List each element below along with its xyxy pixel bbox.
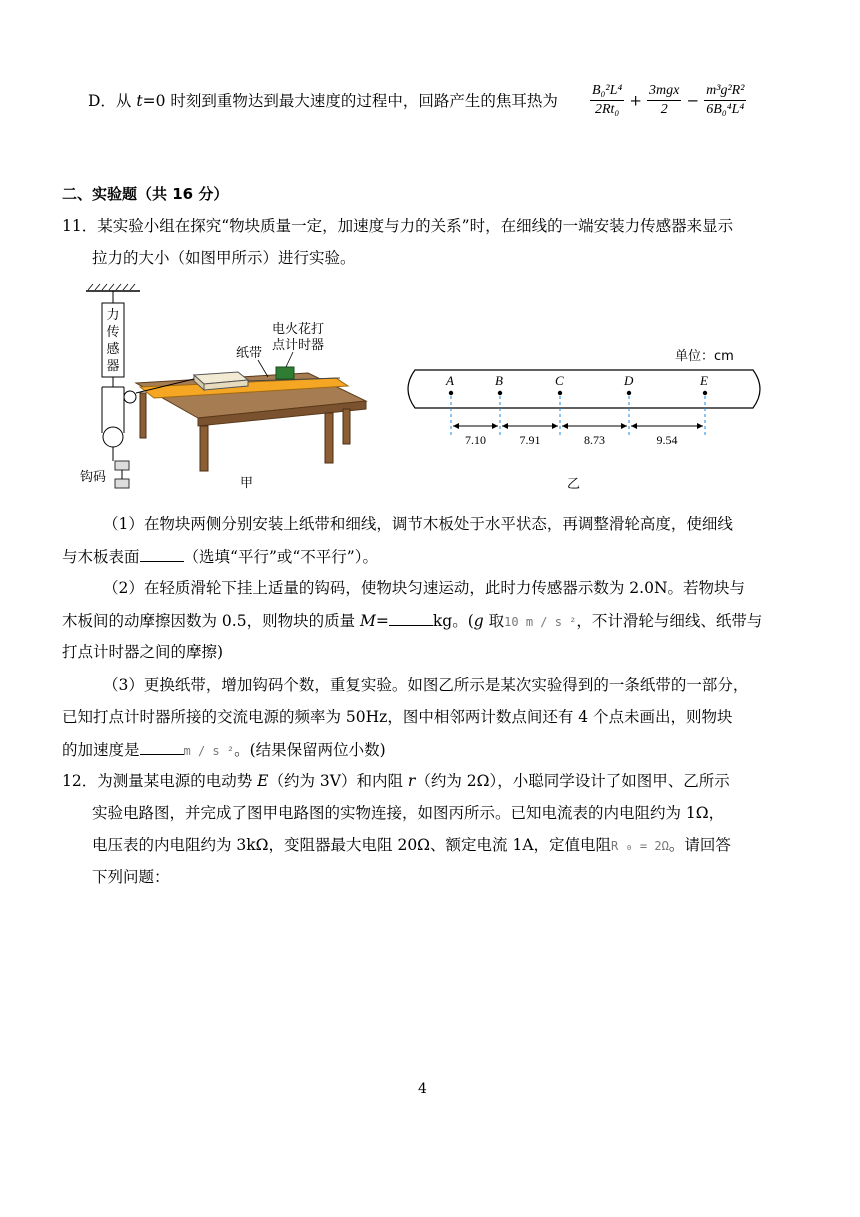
option-d [88,90,558,112]
q11-part2-line2: 木板间的动摩擦因数为 0.5，则物块的质量 M= kg。(g 取10 m / s ²，不计滑轮与细线、纸带与 [62,609,762,633]
q12-line3: 电压表的内电阻约为 3kΩ，变阻器最大电阻 20Ω、额定电流 1A，定值电阻R ₀ = 2Ω。请回答 [92,836,731,854]
answer-blank-3[interactable] [140,738,184,755]
figure-yi [405,340,775,495]
section-title: 二、实验题（共 16 分） [62,185,229,203]
spark-timer [276,367,294,379]
sensor-char-1: 力 [106,308,120,323]
point-dot-E [703,391,707,395]
q11-part2-line3: 打点计时器之间的摩擦) [62,643,224,661]
distance-label-3: 9.54 [656,433,678,447]
point-label-C: C [555,373,564,388]
answer-blank-2[interactable] [389,609,433,626]
q11-part3-line3: 的加速度是 m / s ²。(结果保留两位小数) [62,738,386,762]
sensor-char-4: 器 [106,359,120,374]
paper-label: 纸带 [236,346,263,361]
option-d-text: =0 时刻到重物达到最大速度的过程中，回路产生的焦耳热为 [142,92,558,110]
answer-blank-1[interactable] [140,545,184,562]
q11-part3-line1: （3）更换纸带，增加钩码个数，重复实验。如图乙所示是某次实验得到的一条纸带的一部分， [103,676,749,694]
point-label-B: B [495,373,503,388]
point-dot-C [558,391,562,395]
point-label-A: A [446,373,454,388]
dim-arrow-left-1 [502,423,508,429]
sensor-char-3: 感 [106,342,120,357]
dim-arrow-right-1 [552,423,558,429]
point-dot-B [498,391,502,395]
option-d-prefix: D．从 [88,92,137,110]
distance-label-2: 8.73 [584,433,605,447]
figure-jia [78,283,378,498]
sensor-char-2: 传 [106,325,120,340]
weight-label: 钩码 [80,470,107,485]
dim-arrow-left-0 [453,423,459,429]
caption-jia: 甲 [240,476,254,491]
dim-arrow-right-3 [697,423,703,429]
q12-line2: 实验电路图，并完成了图甲电路图的实物连接，如图丙所示。已知电流表的内电阻约为 1Ω， [92,804,725,822]
dim-arrow-right-0 [492,423,498,429]
q11-line2: 拉力的大小（如图甲所示）进行实验。 [92,249,356,267]
q11-part3-line2: 已知打点计时器所接的交流电源的频率为 50Hz，图中相邻两计数点间还有 4 个点未画出，则物块 [62,708,733,726]
timer-label-2: 点计时器 [272,338,325,353]
q11-part2-line1: （2）在轻质滑轮下挂上适量的钩码，使物块匀速运动，此时力传感器示数为 2.0N。若物块与 [103,579,746,597]
option-d-t-var: t [136,92,143,110]
q11-part1-line2: 与木板表面 （选填“平行”或“不平行”）。 [62,545,378,568]
point-label-E: E [700,373,708,388]
g-value: 10 m / s ² [504,615,577,629]
dim-arrow-left-2 [562,423,568,429]
q11-line1: 11．某实验小组在探究“物块质量一定，加速度与力的关系”时，在细线的一端安装力传感器来显示 [62,217,734,235]
formula-term2: $\frac{\text{3mgx}}{2}$ [649,83,680,117]
point-label-D: D [624,373,634,388]
q11-part1-line1: （1）在物块两侧分别安装上纸带和细线，调节木板处于水平状态，再调整滑轮高度，使细线 [103,515,733,533]
point-dot-A [449,391,453,395]
page-number: 4 [418,1081,427,1097]
point-dot-D [627,391,631,395]
distance-label-1: 7.91 [519,433,541,447]
r0-value: R ₀ = 2Ω [611,839,669,853]
unit-label: 单位：cm [675,349,734,364]
distance-label-0: 7.10 [465,433,486,447]
formula-term1: $\frac{\text{B₀²L⁴}}{\text{2Rt₀}}$ [592,83,623,117]
dim-arrow-right-2 [621,423,627,429]
joule-heat-formula: $\frac{\text{B₀²L⁴}}{\text{2Rt₀}}$ + $\frac{\text{3mgx}}{2}$ − $\frac{\text{m³g²R²}}{\text{6B₀⁴L⁴}}$ [592,83,745,117]
dim-arrow-left-3 [631,423,637,429]
q12-line4: 下列问题： [92,868,170,886]
q12-line1: 12．为测量某电源的电动势 E（约为 3V）和内阻 r（约为 2Ω），小聪同学设计了如图甲、乙所示 [62,772,730,790]
timer-label-1: 电火花打 [272,322,325,337]
caption-yi: 乙 [567,477,581,492]
formula-term3: $\frac{\text{m³g²R²}}{\text{6B₀⁴L⁴}}$ [706,83,745,117]
